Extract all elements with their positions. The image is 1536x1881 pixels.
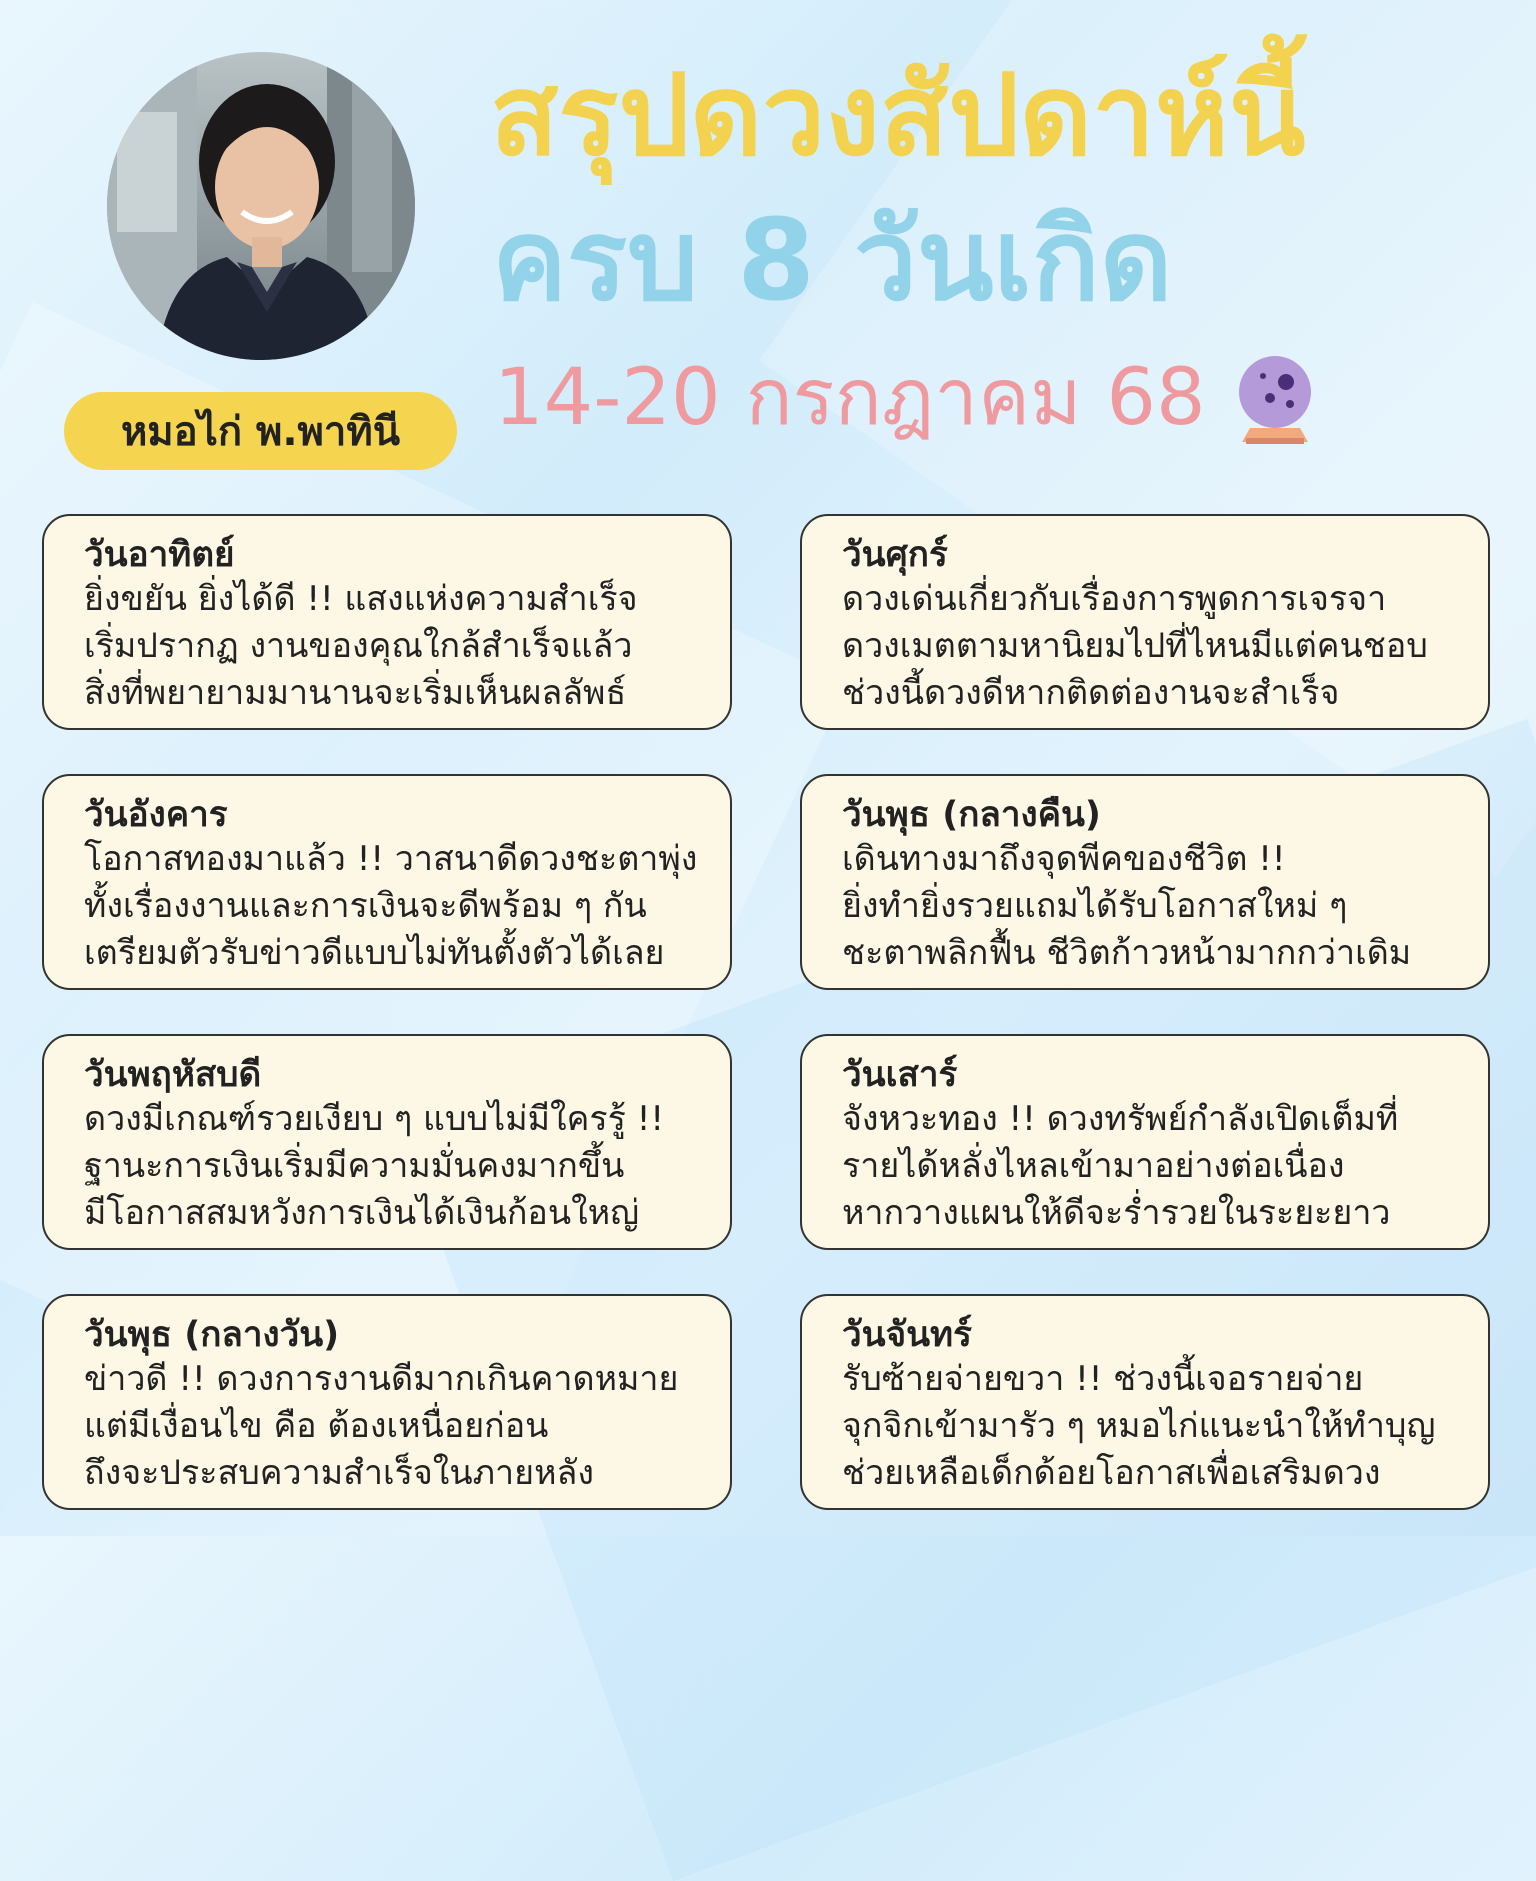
card-text-line: ฐานะการเงินเริ่มมีความมั่นคงมากขึ้น [84, 1145, 625, 1186]
horoscope-card-wednesday-day [42, 1294, 732, 1510]
card-day-title: วันอังคาร [84, 795, 228, 835]
avatar-photo [107, 52, 415, 360]
title-line-1: สรุปดวงสัปดาห์นี้ [490, 51, 1306, 181]
card-text-line: ช่วยเหลือเด็กด้อยโอกาสเพื่อเสริมดวง [842, 1452, 1381, 1493]
date-text: 14-20 กรกฎาคม 68 [494, 353, 1206, 443]
card-text-line: ดวงเมตตามหานิยมไปที่ไหนมีแต่คนชอบ [842, 625, 1428, 666]
card-text-line: เดินทางมาถึงจุดพีคของชีวิต !! [842, 839, 1286, 879]
card-text-line: ชะตาพลิกฟื้น ชีวิตก้าวหน้ามากกว่าเดิม [842, 932, 1412, 973]
card-text-line: จังหวะทอง !! ดวงทรัพย์กำลังเปิดเต็มที่ [842, 1099, 1399, 1139]
card-text-line: เตรียมตัวรับข่าวดีแบบไม่ทันตั้งตัวได้เลย [84, 932, 665, 973]
card-day-title: วันพุธ (กลางวัน) [84, 1315, 340, 1355]
card-text-line: จุกจิกเข้ามารัว ๆ หมอไก่แนะนำให้ทำบุญ [842, 1405, 1436, 1446]
card-day-title: วันอาทิตย์ [84, 535, 235, 575]
card-text-line: สิ่งที่พยายามมานานจะเริ่มเห็นผลลัพธ์ [84, 672, 627, 713]
card-text-line: ดวงเด่นเกี่ยวกับเรื่องการพูดการเจรจา [842, 579, 1387, 619]
card-day-title: วันจันทร์ [842, 1315, 972, 1355]
horoscope-card-wednesday-night [800, 774, 1490, 990]
card-text-line: ทั้งเรื่องงานและการเงินจะดีพร้อม ๆ กัน [84, 885, 647, 926]
card-text-line: ยิ่งทำยิ่งรวยแถมได้รับโอกาสใหม่ ๆ [842, 885, 1348, 926]
horoscope-card-sunday [42, 514, 732, 730]
horoscope-card-saturday [800, 1034, 1490, 1250]
card-text-line: ช่วงนี้ดวงดีหากติดต่องานจะสำเร็จ [842, 672, 1340, 713]
crystal-ball-icon [1236, 352, 1314, 444]
card-text-line: ถึงจะประสบความสำเร็จในภายหลัง [84, 1452, 594, 1493]
card-text-line: ดวงมีเกณฑ์รวยเงียบ ๆ แบบไม่มีใครรู้ !! [84, 1099, 664, 1139]
horoscope-card-monday [800, 1294, 1490, 1510]
card-text-line: รายได้หลั่งไหลเข้ามาอย่างต่อเนื่อง [842, 1145, 1345, 1186]
card-day-title: วันพฤหัสบดี [84, 1055, 262, 1095]
horoscope-card-friday [800, 514, 1490, 730]
card-text-line: แต่มีเงื่อนไข คือ ต้องเหนื่อยก่อน [84, 1405, 549, 1446]
card-text-line: รับซ้ายจ่ายขวา !! ช่วงนี้เจอรายจ่าย [842, 1359, 1364, 1399]
card-day-title: วันพุธ (กลางคืน) [842, 795, 1101, 835]
card-text-line: ยิ่งขยัน ยิ่งได้ดี !! แสงแห่งความสำเร็จ [84, 579, 638, 619]
author-name-badge [64, 392, 457, 470]
horoscope-card-tuesday [42, 774, 732, 990]
card-text-line: โอกาสทองมาแล้ว !! วาสนาดีดวงชะตาพุ่ง [84, 839, 698, 879]
card-text-line: ข่าวดี !! ดวงการงานดีมากเกินคาดหมาย [84, 1359, 679, 1399]
card-text-line: มีโอกาสสมหวังการเงินได้เงินก้อนใหญ่ [84, 1192, 640, 1233]
card-text-line: หากวางแผนให้ดีจะร่ำรวยในระยะยาว [842, 1192, 1391, 1233]
author-name: หมอไก่ พ.พาทินี [120, 409, 401, 455]
date-range [494, 352, 1314, 444]
title-line-2: ครบ 8 วันเกิด [492, 196, 1173, 326]
card-text-line: เริ่มปรากฏ งานของคุณใกล้สำเร็จแล้ว [84, 625, 633, 666]
card-day-title: วันศุกร์ [842, 535, 948, 575]
card-day-title: วันเสาร์ [842, 1055, 958, 1095]
horoscope-card-thursday [42, 1034, 732, 1250]
